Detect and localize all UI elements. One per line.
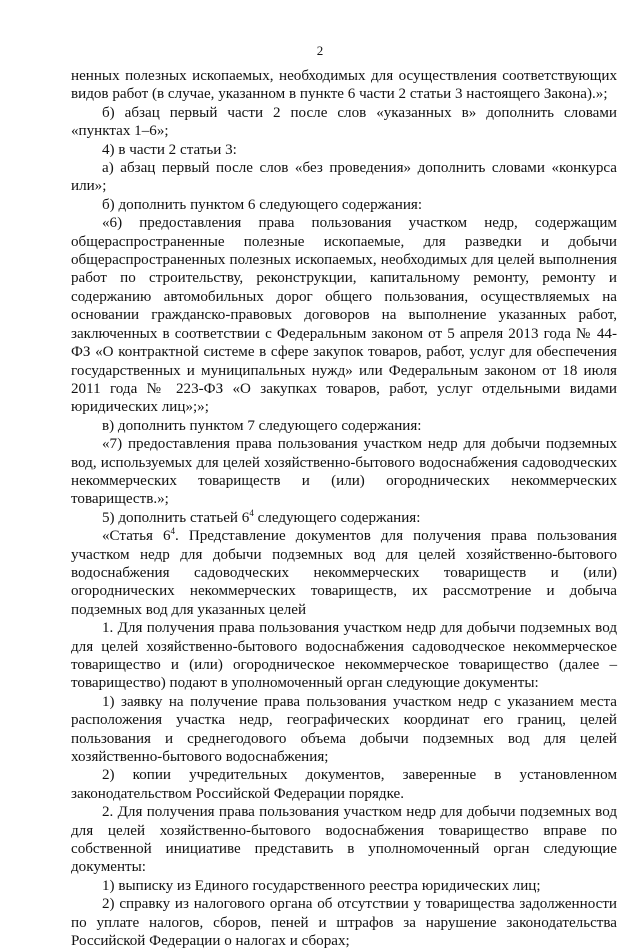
superscript: 4 [170,526,176,537]
paragraph: в) дополнить пунктом 7 следующего содержания: [102,417,422,434]
paragraph: 2) копии учредительных документов, заверенные в установленном законодательством Российской Федерации порядке. [71,767,617,802]
paragraph: 2) справку из налогового органа об отсутствии у товарищества задолженности по уплате налогов, сборов, пеней и штрафов за нарушение законодательства Российской Федерации о налогах и сборах; [71,896,617,950]
superscript: 4 [249,507,254,518]
paragraph: 4) в части 2 статьи 3: [102,141,237,158]
paragraph: б) абзац первый части 2 после слов «указанных в» дополнить словами «пунктах 1–6»; [71,104,617,140]
paragraph: 2. Для получения права пользования участком недр для добычи подземных вод для целей хозяйственно-бытового водоснабжения товарищество вправе по собственной инициативе представить в уполномоченный орган следующие документы: [71,804,617,876]
paragraph: б) дополнить пунктом 6 следующего содержания: [102,196,423,213]
paragraph: «6) предоставления права пользования участком недр, содержащим общераспространенные полезные ископаемые, для разведки и добычи общераспространенных полезных ископаемых, необходимых для целей выполнения работ по строительству, реконструкции, капитальному ремонту, ремонту и содержанию автомобильных дорог общего пользования, осуществляемых на основании гражданско-правовых договоров на выполнение указанных работ, заключенных в соответствии с Федеральным законом от 5 апреля 2013 года № 44-ФЗ «О контрактной системе в сфере закупок товаров, работ, услуг для обеспечения государственных и муниципальных нужд» или Федеральным законом от 18 июля 2011 года № 223-ФЗ «О закупках товаров, работ, услуг отдельными видами юридических лиц»;»; [71,215,617,416]
paragraph: 1) выписку из Единого государственного реестра юридических лиц; [102,877,541,894]
paragraph: 1) заявку на получение права пользования участком недр с указанием места расположения участка недр, географических координат его границ, целей пользования и среднегодового объема добычи подземных вод для целей хозяйственно-бытового водоснабжения; [71,693,617,766]
document-body [71,67,617,951]
paragraph: 5) дополнить статьей $6^4$ следующего содержания: [102,507,421,526]
article-heading: «Статья $6^4$. Представление документов для получения права пользования участком недр для добычи подземных вод для целей хозяйственно-бытового водоснабжения садоводческих некоммерческих товариществ и (или) огороднических некоммерческих товариществ, их рассмотрение и добыча подземных вод для указанных целей [71,526,618,618]
page-number: 2 [316,43,324,58]
paragraph: ненных полезных ископаемых, необходимых для осуществления соответствующих видов работ (в случае, указанном в пункте 6 части 2 статьи 3 настоящего Закона).»; [71,68,617,103]
paragraph: а) абзац первый после слов «без проведения» дополнить словами «конкурса или»; [71,160,617,195]
paragraph: «7) предоставления права пользования участком недр для добычи подземных вод, используемых для целей хозяйственно-бытового водоснабжения садоводческих некоммерческих товариществ и (или) огороднических некоммерческих товариществ.»; [71,436,617,508]
paragraph: 1. Для получения права пользования участком недр для добычи подземных вод для целей хозяйственно-бытового водоснабжения садоводческое некоммерческое товарищество и (или) огородническое некоммерческое товарищество (далее – товарищество) подают в уполномоченный орган следующие документы: [71,620,617,692]
